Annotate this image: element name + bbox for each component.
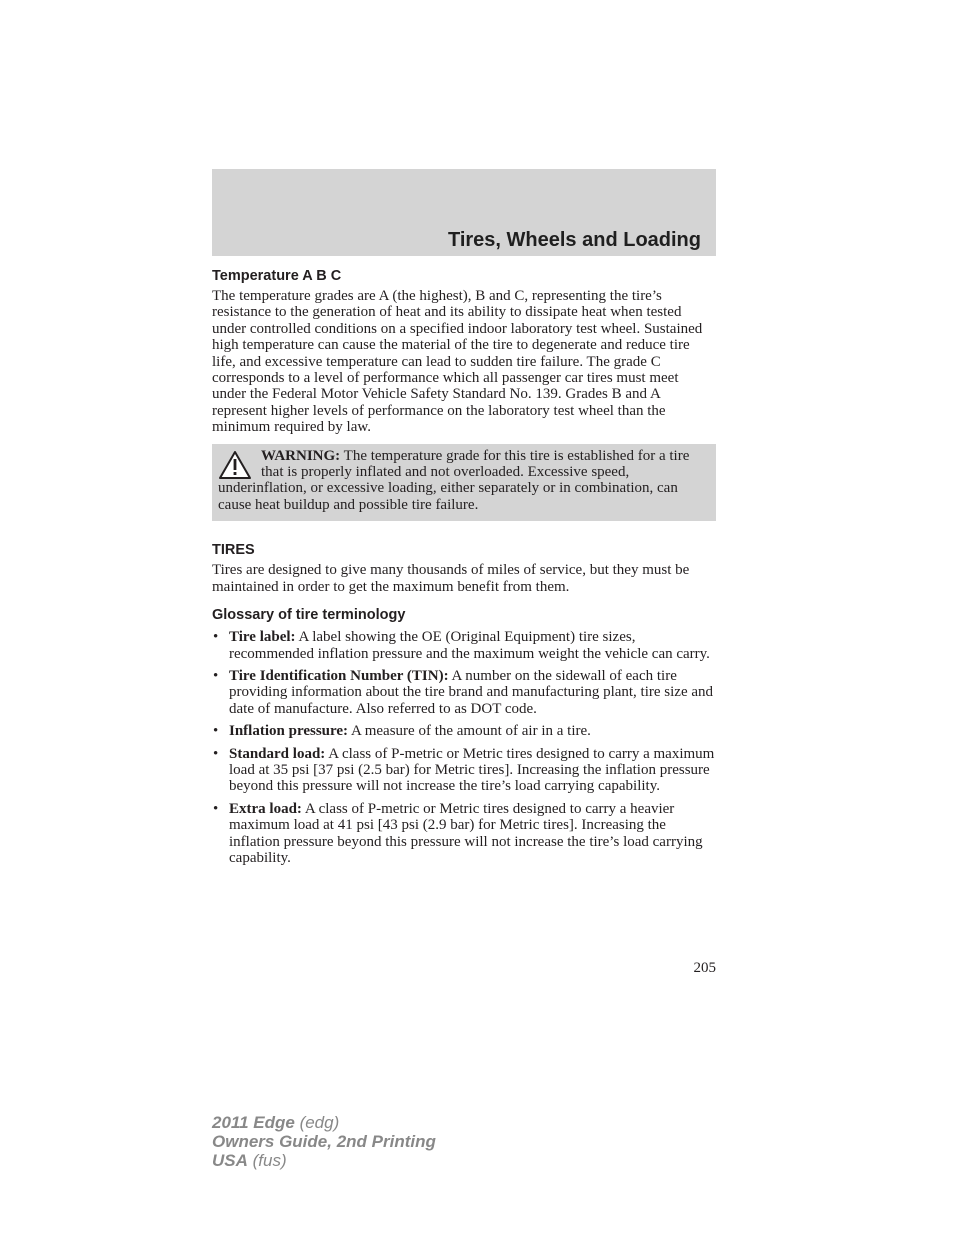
list-item: • Tire label: A label showing the OE (Original Equipment) tire sizes, recommended inflation pressure and the maximum weight the vehicle can carry.: [213, 629, 710, 662]
tires-paragraph: Tires are designed to give many thousands of miles of service, but they must be maintained in order to get the maximum benefit from them.: [212, 562, 690, 595]
list-item: • Extra load: A class of P-metric or Metric tires designed to carry a heavier maximum load at 41 psi [43 psi (2.9 bar) for Metric tires]. Increasing the inflation pressure beyond this pressure will not increase the tire’s load carrying capability.: [213, 800, 703, 866]
warning-triangle-icon: [218, 450, 252, 480]
glossary-definition: A number on the sidewall of each tire providing information about the tire brand and manufacturing plant, tire size and date of manufacture. Also referred to as DOT code.: [229, 667, 714, 717]
glossary-list: [212, 629, 716, 866]
temperature-paragraph: The temperature grades are A (the highest), B and C, representing the tire’s resistance to the generation of heat and its ability to dissipate heat when tested under controlled conditions on a specified indoor laboratory test wheel. Sustained high temperature can cause the material of the tire to degenerate and reduce tire life, and excessive temperature can lead to sudden tire failure. The grade C corresponds to a level of performance which all passenger car tires must meet under the Federal Motor Vehicle Safety Standard No. 139. Grades B and A represent higher levels of performance on the laboratory test wheel than the minimum required by law.: [212, 288, 703, 436]
footer-line-model: 2011 Edge (edg): [212, 1113, 340, 1132]
glossary-definition: A class of P-metric or Metric tires designed to carry a maximum load at 35 psi [37 psi (2.5 bar) for Metric tires]. Increasing the inflation pressure beyond this pressure will not increase the tire’s load carrying capability.: [229, 745, 715, 795]
glossary-term: Tire label:: [229, 629, 296, 646]
warning-box: [212, 444, 716, 522]
warning-text: The temperature grade for this tire is established for a tire that is properly inflated and not overloaded. Excessive speed, underinflation, or excessive loading, either separately or in combination, can cause heat buildup and possible tire failure.: [218, 447, 690, 513]
page-content: [212, 266, 716, 872]
glossary-heading: Glossary of tire terminology: [212, 607, 406, 624]
glossary-term: Standard load:: [229, 745, 326, 762]
glossary-term: Inflation pressure:: [229, 723, 349, 740]
section-title: Tires, Wheels and Loading: [447, 229, 701, 251]
glossary-definition: A label showing the OE (Original Equipment) tire sizes, recommended inflation pressure and the maximum weight the vehicle can carry.: [229, 629, 710, 662]
tires-heading: TIRES: [212, 542, 255, 559]
temperature-heading: Temperature A B C: [212, 268, 342, 284]
list-item: • Inflation pressure: A measure of the amount of air in a tire.: [213, 723, 591, 740]
page-number: 205: [693, 960, 716, 976]
glossary-term: Tire Identification Number (TIN):: [229, 667, 449, 684]
glossary-definition: A measure of the amount of air in a tire.: [348, 723, 591, 740]
footer-line-guide: Owners Guide, 2nd Printing: [212, 1132, 436, 1151]
footer-line-market: USA (fus): [212, 1151, 287, 1170]
list-item: • Tire Identification Number (TIN): A number on the sidewall of each tire providing information about the tire brand and manufacturing plant, tire size and date of manufacture. Also referred to as DOT code.: [213, 667, 714, 717]
list-item: • Standard load: A class of P-metric or Metric tires designed to carry a maximum load at 35 psi [37 psi (2.5 bar) for Metric tires]. Increasing the inflation pressure beyond this pressure will not increase the tire’s load carrying capability.: [213, 745, 715, 795]
glossary-definition: A class of P-metric or Metric tires designed to carry a heavier maximum load at 41 psi [43 psi (2.9 bar) for Metric tires]. Increasing the inflation pressure beyond this pressure will not increase the tire’s load carrying capability.: [229, 800, 703, 866]
glossary-term: Extra load:: [229, 800, 302, 817]
section-header-band: [212, 169, 716, 256]
footer-edition-info: [212, 1113, 436, 1170]
warning-label: WARNING:: [261, 447, 341, 464]
